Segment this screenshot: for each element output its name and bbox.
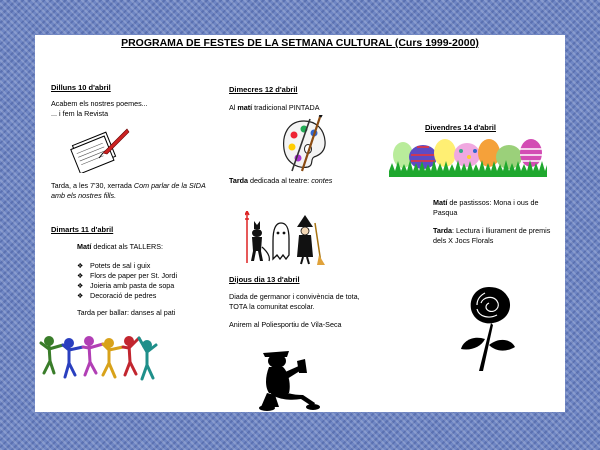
notepad-quill-icon (69, 123, 131, 173)
dilluns-tarda-prefix: Tarda, a les 7'30, xerrada (51, 181, 134, 190)
dimarts-tarda: Tarda per ballar: danses al pati (77, 308, 176, 317)
tallers-list (77, 261, 177, 301)
dijous-line1: Diada de germanor i convivència de tota, (229, 292, 360, 301)
dilluns-text (51, 99, 211, 118)
paint-palette-icon (280, 115, 328, 173)
heading-divendres: Divendres 14 d'abril (425, 123, 496, 132)
dijous-line3: Anirem al Poliesportiu de Vila-Seca (229, 320, 342, 329)
dimecres-mati (229, 103, 320, 113)
dimarts-mati-label: Matí (77, 242, 92, 251)
heading-dimecres: Dimecres 12 d'abril (229, 85, 298, 94)
divendres-mati-label: Matí (433, 198, 448, 207)
heading-dijous: Dijous dia 13 d'abril (229, 275, 300, 284)
dimarts-mati-text: dedicat als TALLERS: (91, 242, 164, 251)
halloween-figures-icon (245, 211, 325, 266)
dijous-text (229, 292, 409, 330)
dimecres-mati-prefix: Al (229, 103, 238, 112)
bullet-icon: ❖ (77, 293, 84, 300)
divendres-tarda (433, 226, 558, 245)
divendres-tarda-label: Tarda (433, 226, 453, 235)
dimecres-tarda-text: dedicada al teatre: (248, 176, 312, 185)
list-item: ❖ Decoració de pedres (77, 291, 157, 300)
dimecres-tarda (229, 176, 332, 186)
bullet-icon: ❖ (77, 273, 84, 280)
dancing-children-icon (39, 335, 159, 387)
dijous-line2: TOTA la comunitat escolar. (229, 301, 315, 311)
list-item: ❖ Potets de sal i guix (77, 261, 151, 270)
dilluns-tarda-talk: Com parlar de la SIDA amb els nostres fills. (51, 181, 206, 200)
dimecres-mati-text: tradicional PINTADA (252, 103, 320, 112)
bullet-icon: ❖ (77, 283, 84, 290)
dilluns-tarda (51, 181, 216, 200)
program-sheet (35, 35, 565, 412)
reading-boy-icon (253, 343, 323, 411)
dimecres-mati-label: matí (237, 103, 253, 112)
rose-icon (459, 283, 525, 373)
dilluns-line1: Acabem els nostres poemes... (51, 99, 148, 108)
heading-dimarts: Dimarts 11 d'abril (51, 225, 114, 234)
divendres-mati-text: de pastissos: Mona i ous de Pasqua (433, 198, 539, 217)
heading-dilluns: Dilluns 10 d'abril (51, 83, 111, 92)
dilluns-line2: ... i fem la Revista (51, 108, 109, 118)
dimecres-tarda-contes: contes (311, 176, 333, 185)
divendres-tarda-text: : Lectura i lliurament de premis dels X Jocs Florals (433, 226, 551, 245)
list-item: ❖ Flors de paper per St. Jordi (77, 271, 178, 280)
divendres-mati (433, 198, 558, 217)
bullet-icon: ❖ (77, 263, 84, 270)
easter-eggs-icon (389, 131, 547, 183)
list-item: ❖ Joieria amb pasta de sopa (77, 281, 175, 290)
dimecres-tarda-label: Tarda (229, 176, 249, 185)
dimarts-mati (77, 242, 163, 252)
page-title: PROGRAMA DE FESTES DE LA SETMANA CULTURAL (Curs 1999-2000) (121, 37, 479, 49)
